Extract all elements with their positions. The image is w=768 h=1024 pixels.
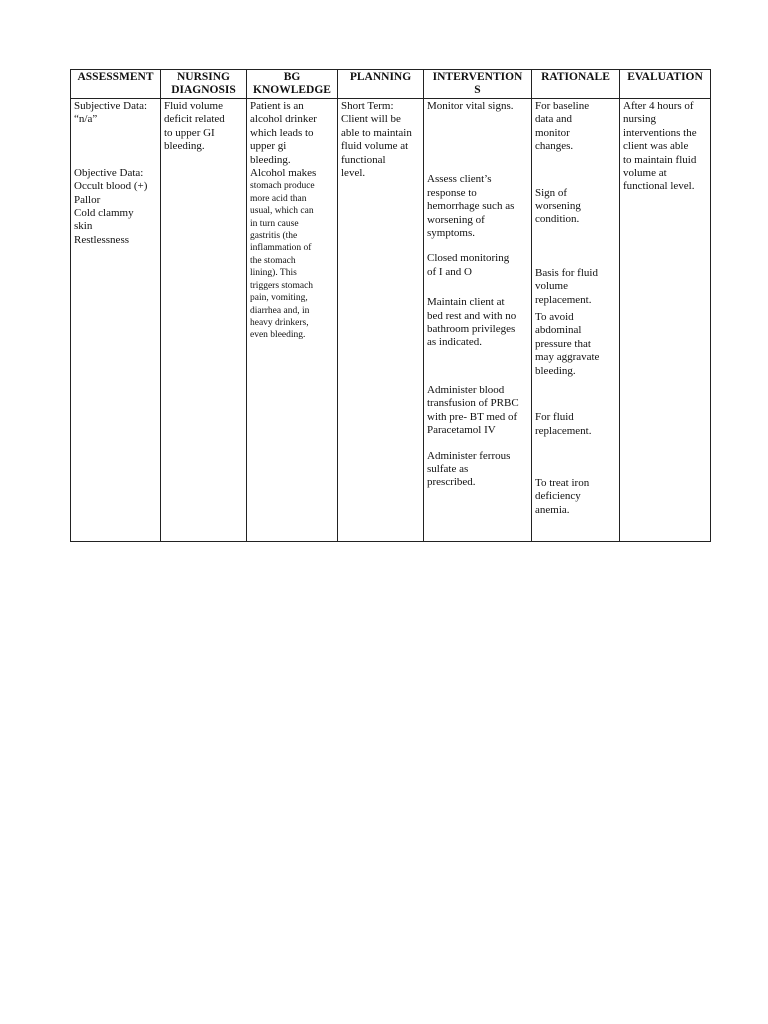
nursing-diagnosis-cell: [161, 99, 247, 542]
header-interventions: INTERVENTION S: [424, 70, 532, 99]
table-row: [71, 99, 711, 542]
header-planning: PLANNING: [338, 70, 424, 99]
interventions-cell: [424, 99, 532, 542]
rationale-item: For baseline data and monitor changes.: [535, 100, 590, 153]
objective-data: Objective Data: Occult blood (+) Pallor Cold clammy skin Restlessness: [74, 166, 148, 246]
rationale-item: For fluid replacement.: [535, 411, 592, 437]
intervention-item: Maintain client at bed rest and with no bathroom privileges as indicated.: [427, 296, 517, 349]
assessment-cell: [71, 99, 161, 542]
intervention-item: Administer ferrous sulfate as prescribed.: [427, 449, 511, 489]
intervention-item: Closed monitoring of I and O: [427, 252, 510, 278]
planning-cell: [338, 99, 424, 542]
planning-text: Short Term: Client will be able to maintain fluid volume at functional level.: [341, 100, 412, 180]
intervention-item: Assess client’s response to hemorrhage such as worsening of symptoms.: [427, 173, 515, 240]
evaluation-text: After 4 hours of nursing interventions the client was able to maintain fluid volume at functional level.: [623, 100, 697, 193]
rationale-cell: [532, 99, 620, 542]
header-bg-knowledge: BG KNOWLEDGE: [247, 70, 338, 99]
header-row: [71, 70, 711, 99]
intervention-item: Administer blood transfusion of PRBC with pre- BT med of Paracetamol IV: [427, 383, 519, 437]
header-assessment: ASSESSMENT: [71, 70, 161, 99]
bg-knowledge-cell: [247, 99, 338, 542]
intervention-item: Monitor vital signs.: [427, 100, 514, 112]
header-nursing-diagnosis: NURSING DIAGNOSIS: [161, 70, 247, 99]
bg-knowledge-text: Patient is an alcohol drinker which leads to upper gi bleeding. Alcohol makes: [250, 100, 317, 180]
header-rationale: RATIONALE: [532, 70, 620, 99]
nursing-care-plan-table: [70, 69, 711, 542]
rationale-item: Sign of worsening condition.: [535, 186, 581, 226]
header-evaluation: EVALUATION: [620, 70, 711, 99]
evaluation-cell: [620, 99, 711, 542]
bg-knowledge-text-small: stomach produce more acid than usual, which can in turn cause gastritis (the inflammation of the stomach lining). This triggers stomach pain, vomiting, diarrhea and, in heavy drinkers, even bleeding.: [250, 181, 315, 341]
rationale-item: Basis for fluid volume replacement.: [535, 266, 598, 306]
rationale-item: To avoid abdominal pressure that may aggravate bleeding.: [535, 311, 600, 377]
rationale-item: To treat iron deficiency anemia.: [535, 476, 590, 516]
nursing-diagnosis-text: Fluid volume deficit related to upper GI bleeding.: [164, 100, 225, 153]
subjective-data: Subjective Data: “n/a”: [74, 100, 148, 126]
